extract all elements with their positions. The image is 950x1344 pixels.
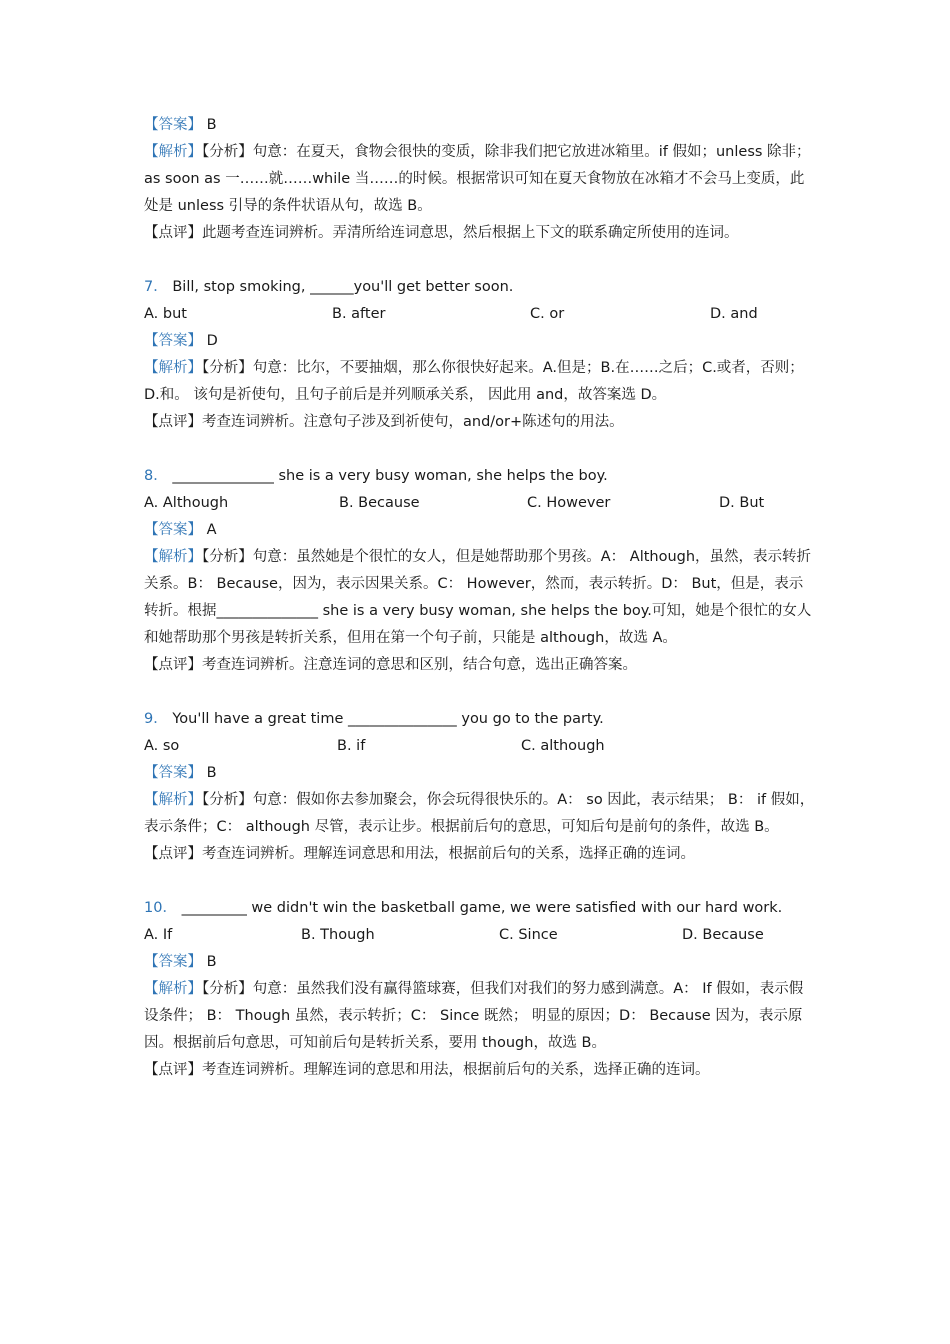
stem-after: we didn't win the basketball game, we were satisfied with our hard work. [246,900,783,916]
question-block-7 [144,274,816,436]
analysis-paragraph [144,544,816,652]
options-row [144,490,816,517]
question-block-9 [144,706,816,868]
question-number: 9． [144,711,168,727]
answer-line [144,112,816,139]
analysis-label: 【解析】 [144,792,202,808]
document-page [144,112,816,1084]
option-a: A. Although [144,495,229,511]
answer-line [144,760,816,787]
analysis-text: 【分析】句意：比尔，不要抽烟，那么你很快好起来。A.但是；B.在……之后；C.或者，否则；D.和。 该句是祈使句，且句子前后是并列顺承关系， 因此用 and，故答案选 D。 [144,360,804,403]
answer-blank: _________ [181,900,247,916]
question-stem [144,463,816,490]
answer-line [144,328,816,355]
option-c: C. although [521,738,605,754]
answer-value: A [206,522,217,538]
option-a: A. If [144,927,173,943]
answer-value: B [206,765,217,781]
answer-value: D [206,333,218,349]
stem-after: you'll get better soon. [353,279,514,295]
comment-paragraph: 【点评】考查连词辨析。理解连词意思和用法，根据前后句的关系，选择正确的连词。 [144,846,695,862]
option-d: D. Because [682,927,764,943]
analysis-paragraph [144,139,816,220]
question-block-10 [144,895,816,1084]
question-block-6 [144,112,816,247]
answer-value: B [206,117,217,133]
stem-after: she is a very busy woman, she helps the boy. [273,468,608,484]
analysis-label: 【解析】 [144,549,202,565]
answer-label: 【答案】 [144,333,202,349]
option-c: C. or [530,306,565,322]
answer-label: 【答案】 [144,954,202,970]
answer-line [144,949,816,976]
question-stem [144,274,816,301]
answer-label: 【答案】 [144,765,202,781]
question-block-8 [144,463,816,679]
comment-paragraph: 【点评】此题考查连词辨析。弄清所给连词意思，然后根据上下文的联系确定所使用的连词。 [144,225,739,241]
option-b: B. after [332,306,386,322]
comment-paragraph: 【点评】考查连词辨析。注意句子涉及到祈使句，and/or+陈述句的用法。 [144,414,624,430]
stem-before: Bill, stop smoking, [172,279,311,295]
option-a: A. so [144,738,180,754]
stem-after: you go to the party. [456,711,604,727]
option-c: C. Since [499,927,558,943]
question-number: 8． [144,468,168,484]
answer-blank: _______________ [348,711,457,727]
analysis-text: 【分析】句意：虽然我们没有赢得篮球赛，但我们对我们的努力感到满意。A： If 假如，表示假设条件； B： Though 虽然，表示转折；C： Since 既然； 明显的原因；D： Because 因为，表示原因。根据前后句意思，可知前后句是转折关系，要用 though，故选 B。 [144,981,804,1051]
option-b: B. Though [301,927,375,943]
comment-paragraph: 【点评】考查连词辨析。理解连词的意思和用法，根据前后句的关系，选择正确的连词。 [144,1062,710,1078]
comment-paragraph: 【点评】考查连词辨析。注意连词的意思和区别，结合句意，选出正确答案。 [144,657,637,673]
answer-label: 【答案】 [144,522,202,538]
option-b: B. if [337,738,366,754]
options-row [144,301,816,328]
options-row [144,922,816,949]
option-a: A. but [144,306,187,322]
analysis-label: 【解析】 [144,144,202,160]
answer-line [144,517,816,544]
answer-blank: ______________ [172,468,274,484]
option-c: C. However [527,495,611,511]
option-b: B. Because [339,495,420,511]
analysis-paragraph [144,787,816,841]
question-stem [144,706,816,733]
option-d: D. But [719,495,765,511]
analysis-label: 【解析】 [144,360,202,376]
analysis-text: 【分析】句意：虽然她是个很忙的女人，但是她帮助那个男孩。A： Although，虽然，表示转折关系。B： Because，因为，表示因果关系。C： However，然而，表示转折。D： But，但是，表示转折。根据______________ she is a very busy woman, she helps the boy.可知，她是个很忙的女人和她帮助那个男孩是转折关系，但用在第一个句子前，只能是 although，故选 A。 [144,549,812,646]
option-d: D. and [710,306,758,322]
answer-label: 【答案】 [144,117,202,133]
question-number: 10． [144,900,177,916]
analysis-text: 【分析】句意：假如你去参加聚会，你会玩得很快乐的。A： so 因此，表示结果； B： if 假如，表示条件；C： although 尽管，表示让步。根据前后句的意思，可知后句是前句的条件，故选 B。 [144,792,815,835]
question-stem [144,895,816,922]
analysis-paragraph [144,355,816,409]
answer-value: B [206,954,217,970]
analysis-paragraph [144,976,816,1057]
answer-blank: ______ [310,279,354,295]
analysis-label: 【解析】 [144,981,202,997]
question-number: 7． [144,279,168,295]
analysis-text: 【分析】句意：在夏天，食物会很快的变质，除非我们把它放进冰箱里。if 假如；unless 除非；as soon as 一……就……while 当……的时候。根据常识可知在夏天食物放在冰箱才不会马上变质，此处是 unless 引导的条件状语从句，故选 B。 [144,144,811,214]
stem-before: You'll have a great time [172,711,348,727]
options-row [144,733,816,760]
